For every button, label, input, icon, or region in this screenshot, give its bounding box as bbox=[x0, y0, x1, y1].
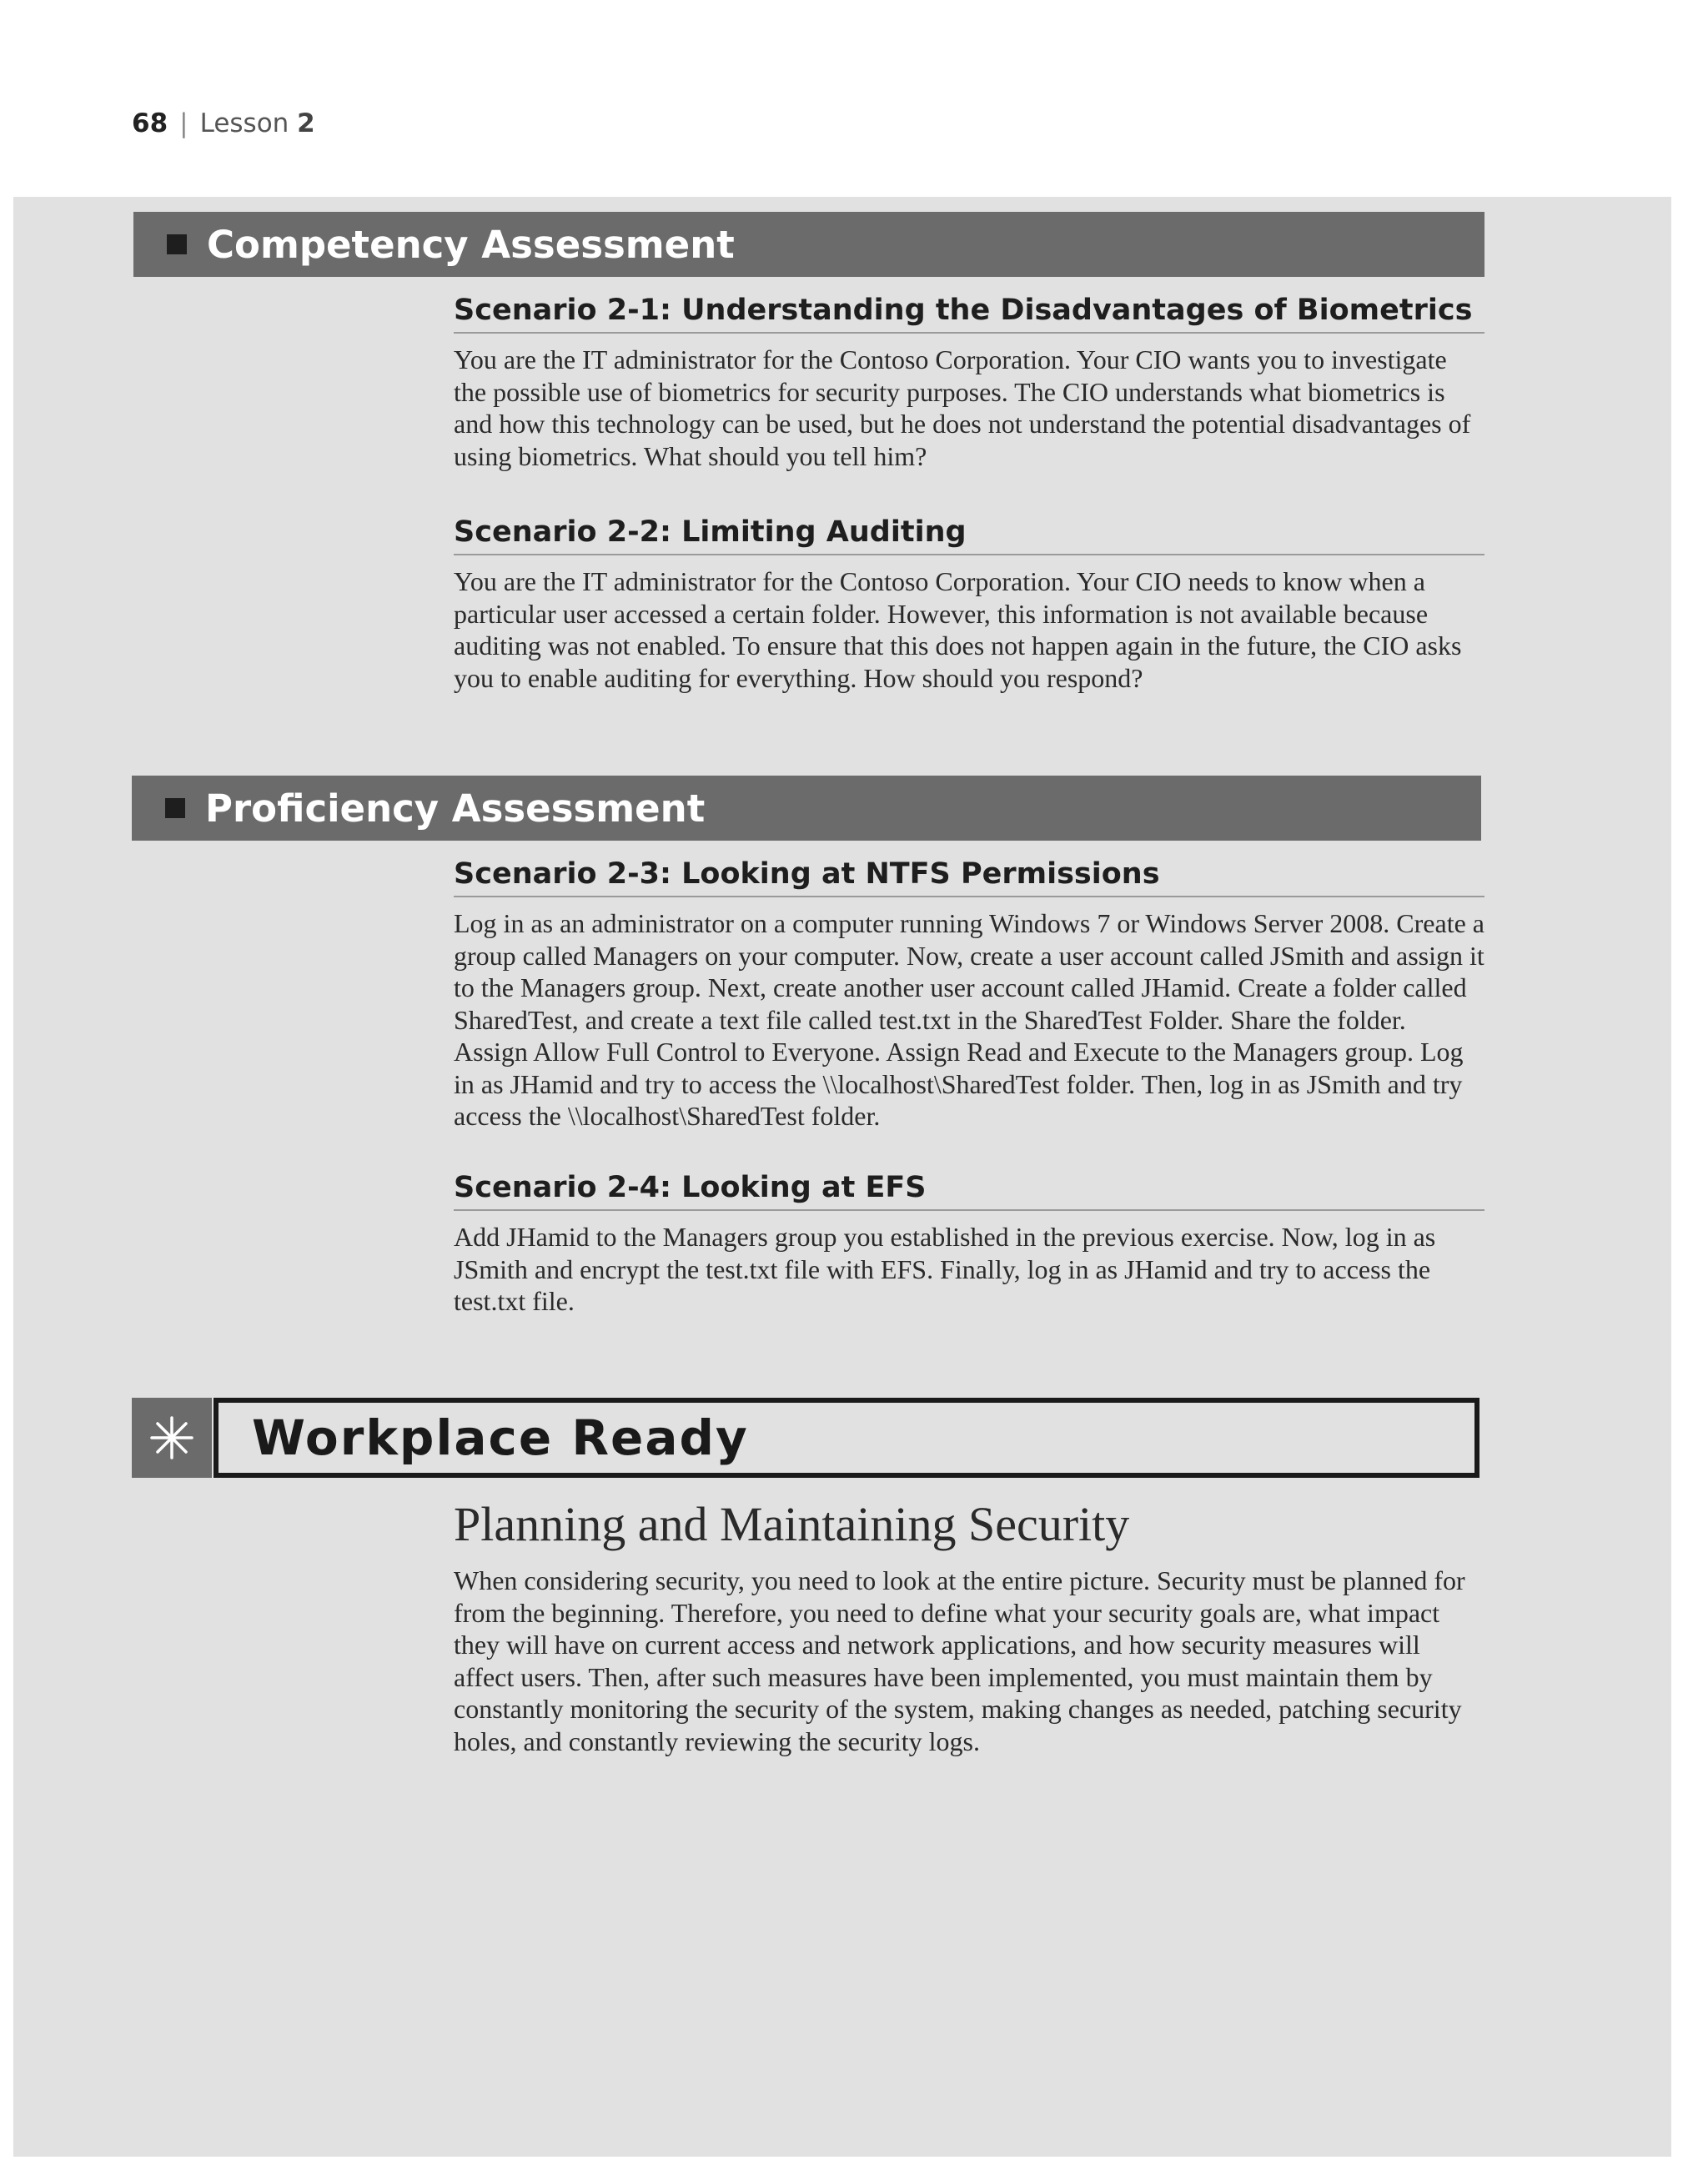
square-bullet-icon bbox=[165, 798, 185, 818]
workplace-ready-icon-box bbox=[132, 1398, 212, 1478]
scenario-2-4-body: Add JHamid to the Managers group you established in the previous exercise. Now, log in as JSmith and encrypt the test.txt file with EFS. Finally, log in as JHamid and try to access the test.txt file. bbox=[454, 1222, 1436, 1316]
scenario-2-3-body: Log in as an administrator on a computer running Windows 7 or Windows Server 2008. Create a group called Managers on your computer. Now, create a user account called JSmith and assign it to the Managers group. Next, create another user account called JHamid. Create a folder called SharedTest, and create a text file called test.txt in the SharedTest Folder. Share the folder. Assign Allow Full Control to Everyone. Assign Read and Execute to the Managers group. Log in as JHamid and try to access the \\localhost\SharedTest folder. Then, log in as JSmith and try access the \\localhost\SharedTest folder. bbox=[454, 908, 1484, 1131]
square-bullet-icon bbox=[167, 234, 187, 254]
scenario-2-4-title: Scenario 2-4: Looking at EFS bbox=[454, 1171, 1484, 1211]
lesson-number: 2 bbox=[297, 108, 315, 138]
scenario-2-1 bbox=[454, 294, 1484, 472]
scenario-2-2-body: You are the IT administrator for the Contoso Corporation. Your CIO needs to know when a particular user accessed a certain folder. However, this information is not available because auditing was not enabled. To ensure that this does not happen again in the future, the CIO asks you to enable auditing for everything. How should you respond? bbox=[454, 566, 1462, 693]
competency-assessment-title: Competency Assessment bbox=[207, 222, 735, 267]
proficiency-assessment-bar bbox=[132, 776, 1481, 841]
scenario-2-3-title: Scenario 2-3: Looking at NTFS Permissions bbox=[454, 857, 1484, 897]
asterisk-star-icon bbox=[148, 1414, 195, 1461]
scenario-2-2-title: Scenario 2-2: Limiting Auditing bbox=[454, 515, 1484, 555]
header-separator: | bbox=[179, 108, 188, 138]
lesson-label: Lesson bbox=[199, 108, 289, 138]
scenario-2-1-body: You are the IT administrator for the Contoso Corporation. Your CIO wants you to investigate the possible use of biometrics for security purposes. The CIO understands what biometrics is and how this technology can be used, but he does not understand the potential disadvantages of using biometrics. What should you tell him? bbox=[454, 344, 1471, 471]
workplace-subtitle: Planning and Maintaining Security bbox=[454, 1497, 1130, 1551]
workplace-ready-title-box bbox=[214, 1398, 1479, 1478]
competency-assessment-bar bbox=[133, 212, 1484, 277]
scenario-2-4 bbox=[454, 1171, 1484, 1318]
proficiency-assessment-title: Proficiency Assessment bbox=[205, 786, 706, 831]
workplace-ready-title: Workplace Ready bbox=[252, 1409, 749, 1466]
workplace-body: When considering security, you need to look at the entire picture. Security must be planned for from the beginning. Therefore, you need to define what your security goals are, what impact they will have on current access and network applications, and how security measures will affect users. Then, after such measures have been implemented, you must maintain them by constantly monitoring the security of the system, making changes as needed, patching security holes, and constantly reviewing the security logs. bbox=[454, 1565, 1465, 1756]
page-number: 68 bbox=[132, 108, 168, 138]
scenario-2-2 bbox=[454, 515, 1484, 694]
scenario-2-3 bbox=[454, 857, 1484, 1133]
running-header bbox=[132, 108, 315, 138]
scenario-2-1-title: Scenario 2-1: Understanding the Disadvantages of Biometrics bbox=[454, 294, 1484, 334]
